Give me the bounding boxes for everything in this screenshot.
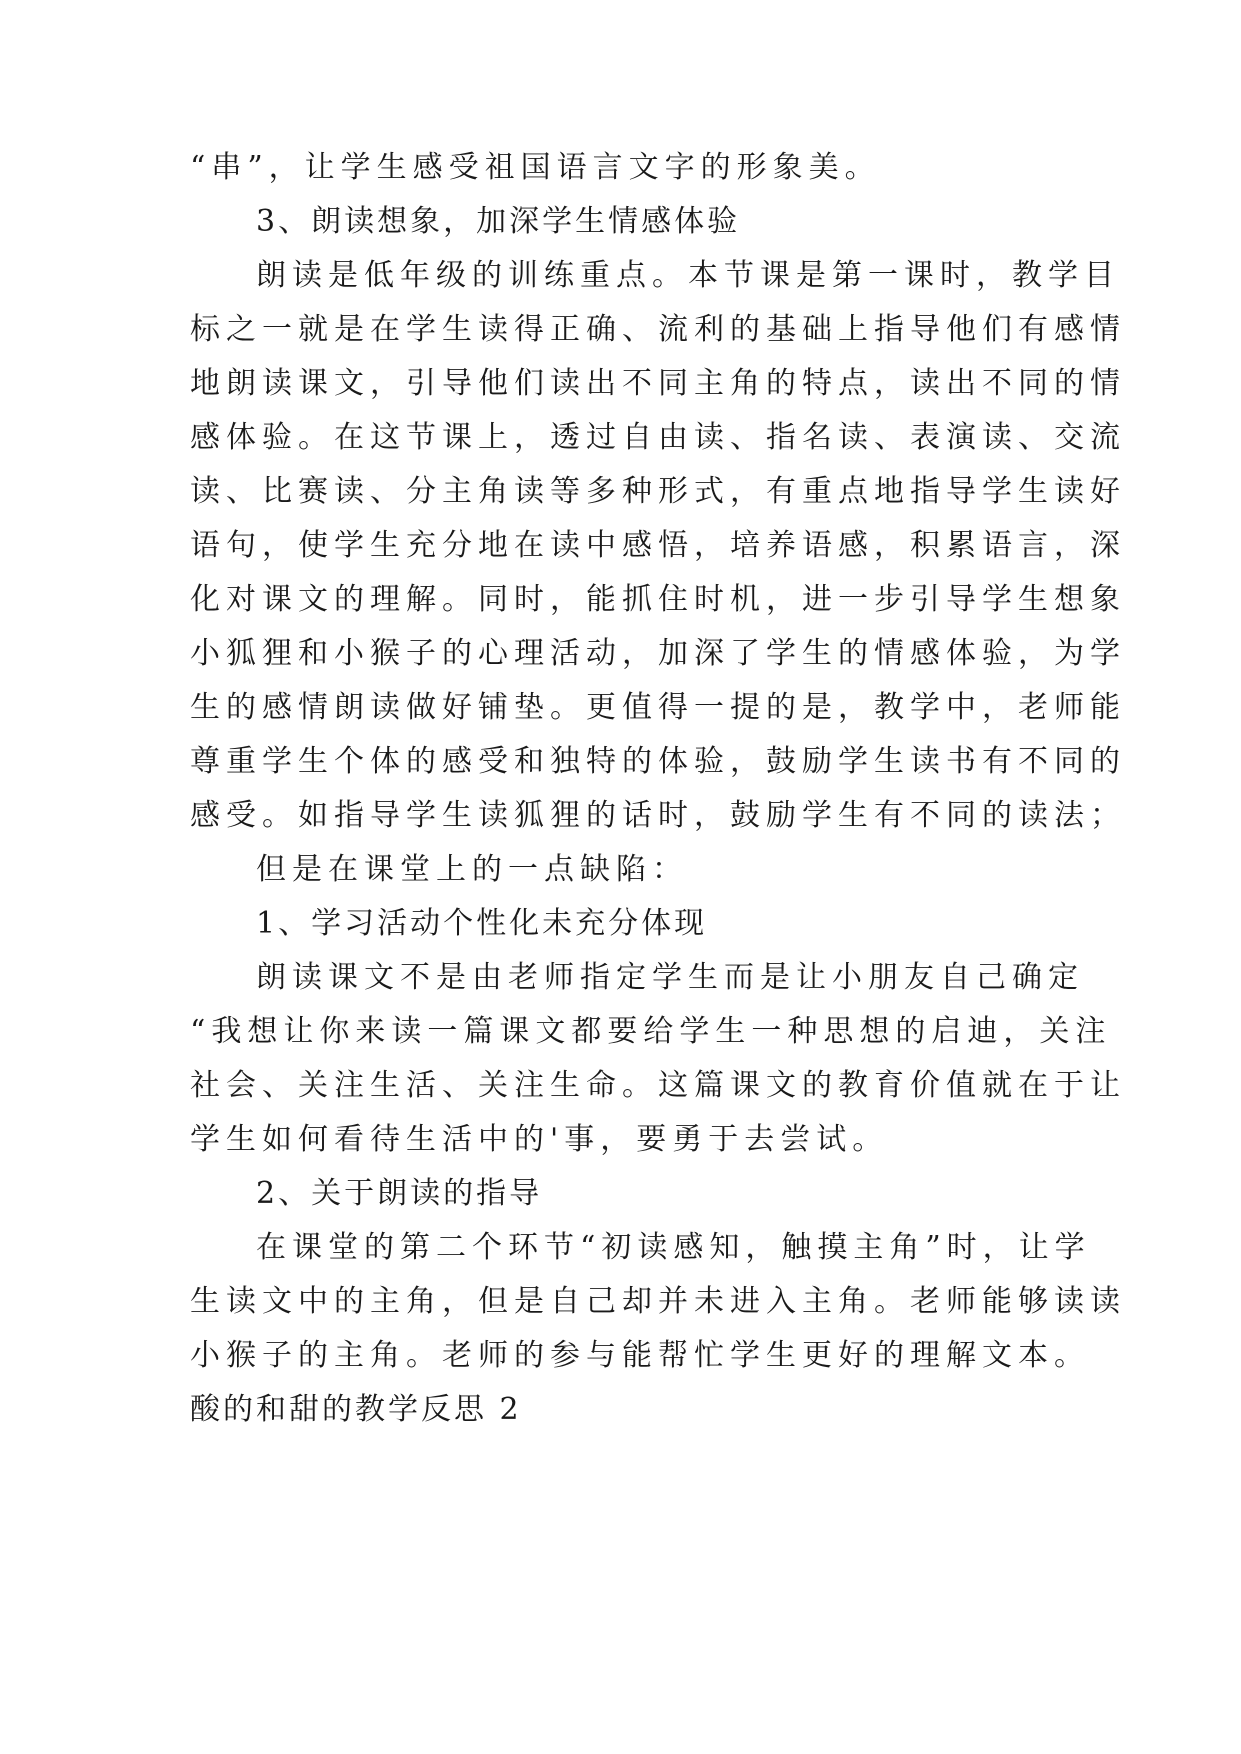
section-heading: 3、朗读想象，加深学生情感体验 [256, 204, 741, 239]
paragraph-line: “串”，让学生感受祖国语言文字的形象美。 [190, 150, 881, 185]
paragraph-line: 地朗读课文，引导他们读出不同主角的特点，读出不同的情 [190, 366, 1126, 401]
paragraph-line: 化对课文的理解。同时，能抓住时机，进一步引导学生想象 [190, 582, 1126, 617]
paragraph-line: 生的感情朗读做好铺垫。更值得一提的是，教学中，老师能 [190, 690, 1126, 725]
paragraph-line: 学生如何看待生活中的'事，要勇于去尝试。 [190, 1122, 889, 1157]
paragraph-line: 朗读课文不是由老师指定学生而是让小朋友自己确定 [256, 960, 1084, 995]
section-heading: 1、学习活动个性化未充分体现 [256, 906, 708, 941]
paragraph-line: 感体验。在这节课上，透过自由读、指名读、表演读、交流 [190, 420, 1126, 455]
paragraph-line: 尊重学生个体的感受和独特的体验，鼓励学生读书有不同的 [190, 744, 1126, 779]
paragraph-line: 标之一就是在学生读得正确、流利的基础上指导他们有感情 [190, 312, 1126, 347]
paragraph-line: 语句，使学生充分地在读中感悟，培养语感，积累语言，深 [190, 528, 1126, 563]
document-title: 酸的和甜的教学反思 2 [190, 1392, 522, 1427]
paragraph-line: 读、比赛读、分主角读等多种形式，有重点地指导学生读好 [190, 474, 1126, 509]
paragraph-line: 社会、关注生活、关注生命。这篇课文的教育价值就在于让 [190, 1068, 1126, 1103]
paragraph-line: 朗读是低年级的训练重点。本节课是第一课时，教学目 [256, 258, 1120, 293]
paragraph-line: 在课堂的第二个环节“初读感知，触摸主角”时，让学 [256, 1230, 1091, 1265]
paragraph-line: 小狐狸和小猴子的心理活动，加深了学生的情感体验，为学 [190, 636, 1126, 671]
paragraph-line: 感受。如指导学生读狐狸的话时，鼓励学生有不同的读法； [190, 798, 1126, 833]
section-heading: 2、关于朗读的指导 [256, 1176, 543, 1211]
paragraph-line: 小猴子的主角。老师的参与能帮忙学生更好的理解文本。 [190, 1338, 1090, 1373]
paragraph-line: “我想让你来读一篇课文都要给学生一种思想的启迪，关注 [190, 1014, 1112, 1049]
paragraph-line: 生读文中的主角，但是自己却并未进入主角。老师能够读读 [190, 1284, 1126, 1319]
paragraph-line: 但是在课堂上的一点缺陷： [256, 852, 688, 887]
